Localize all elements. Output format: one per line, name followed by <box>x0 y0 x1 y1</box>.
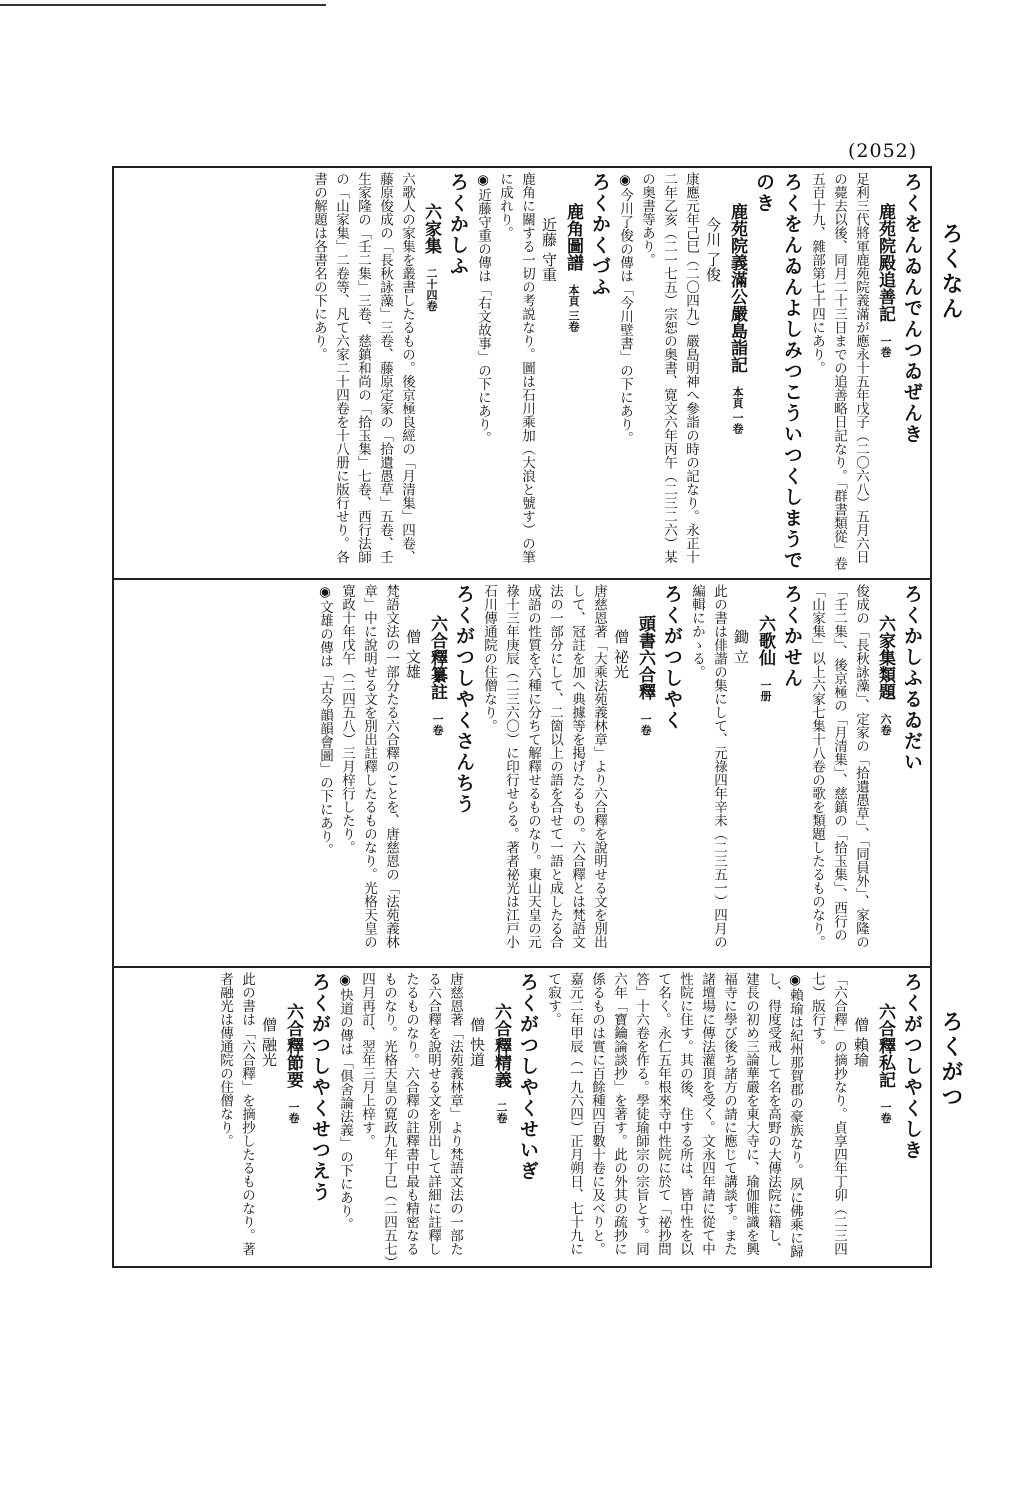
volume-count: 本頁 三卷 <box>567 283 580 332</box>
entry-text: 「六合釋」の摘抄なり。貞享四年丁卯（二三四七）版行す。 <box>809 972 847 1256</box>
entry-text: 俊成の「長秋詠藻」、定家の「拾遺愚草」、「同員外」、家隆の「壬二集」、後京極の「月清集」、慈鎮の「拾玉集」、西行の「山家集」以上六家七集十八卷の歌を類題したるものなり。 <box>809 584 869 949</box>
volume-count: 一巻 <box>879 334 892 357</box>
entry-author: 僧 融光 <box>260 1017 278 1067</box>
volume-count: 本頁 一卷 <box>731 385 744 434</box>
entry-author: 僧 賴瑜 <box>852 1017 870 1067</box>
entry-reading: ろくがつしやくさんちう <box>453 584 475 815</box>
entry-text: 唐慈恩著「法苑義林章」より梵語文法の一部たる六合釋を說明せる文を別出して詳細に註釋したるものなり。六合釋の註釋書中最も精密なるものなり。光格天皇の寛政九年丁巳（二四五七）四月再訂、翌年三月上梓す。 <box>359 972 463 1263</box>
entry-title: 六家集二十四卷 <box>421 202 441 311</box>
band-top <box>118 172 926 572</box>
entry-text: ◉今川了俊の傳は「今川壁書」の下にあり。 <box>617 172 633 445</box>
entry-text: 此の書は俳諧の集にして、元祿四年辛未（二三五一）四月の編輯にかゝる。 <box>689 584 727 949</box>
band-bottom <box>118 972 926 1264</box>
page-number: (2052) <box>848 140 918 162</box>
band-divider-1 <box>112 578 932 580</box>
volume-count: 六卷 <box>879 712 892 735</box>
entry-reading: ろくかしふ <box>447 172 469 277</box>
volume-count: 一卷 <box>431 712 444 735</box>
entry-author: 僧 快道 <box>468 1017 486 1067</box>
entry-title: 六合釋節要一卷 <box>283 1002 303 1123</box>
entry-reading: ろくがつしやくせつえう <box>309 972 331 1203</box>
entry-reading: ろくかくづふ <box>589 172 611 298</box>
entry-reading: ろくがつしやくしき <box>901 972 923 1161</box>
entry-title: 六家集類題六卷 <box>875 614 895 735</box>
entry-reading: ろくかしふるゐだい <box>901 584 923 773</box>
volume-count: 一册 <box>759 678 772 701</box>
volume-count: 一卷 <box>287 1100 300 1123</box>
entry-title: 六合釋私記一卷 <box>875 1002 895 1123</box>
entry-title: 鹿苑院義滿公嚴島詣記本頁 一卷 <box>727 202 747 434</box>
entry-text: 唐慈恩著「大乘法苑義林章」より六合釋を說明せる文を別出して、冠註を加へ典據等を掲げたるもの。六合釋とは梵語文法の一部分にして、二箇以上の語を合せて一語と成したる合成語の性質を六種に分ちて解釋せるものなり。東山天皇の元祿十三年庚辰（二三六〇）に印行せらる。著者祕光は江戸小石川傳通院の住僧なり。 <box>481 584 607 949</box>
entry-reading: ろくをんゐんでんつゐぜんき <box>901 172 923 445</box>
entry-reading: ろくがつしやく <box>661 584 683 731</box>
band-divider-2 <box>112 966 932 968</box>
entry-title: 六合釋精義二卷 <box>491 1002 511 1123</box>
entry-text: 梵語文法の一部分たる六合釋のことを、唐慈恩の「法苑義林章」中に說明せる文を別出註釋したるものなり。光格天皇の寛政十年戊午（二四五八）三月梓行したり。 <box>339 584 399 949</box>
entry-title: 鹿角圖譜本頁 三卷 <box>563 202 583 332</box>
volume-count: 一卷 <box>639 712 652 735</box>
entry-author: 今川 了俊 <box>704 217 722 282</box>
entry-title: 六合釋纂註一卷 <box>427 614 447 735</box>
running-head-top: ろくなん <box>938 222 964 322</box>
entry-reading: ろくがつしやくせいぎ <box>517 972 539 1182</box>
entry-text: 此の書は「六合釋」を摘抄したるものなり。著者融光は傳通院の住僧なり。 <box>217 972 255 1256</box>
entry-text: ◉快道の傳は「俱舍論法義」の下にあり。 <box>337 972 353 1231</box>
entry-text: ◉賴瑜は紀州那賀郡の豪族なり。夙に佛乘に歸し、得度受戒して名を高野の大傳法院に籍し、建長の初め三論華嚴を東大寺に、瑜伽唯識を興福寺に學び後ち諸方の請に應じて講談す。また諸壇場に傳法灌頂を受く。文永四年請に從て中性院に住す。其の後、住する所は、皆中性を以て名く。永仁五年根來寺中性院に於て「祕抄問答」十六卷を作る。學徒瑜師宗の宗旨とす。同六年「寶鑰論談抄」を著す。此の外其の疏抄に係るものは實に百餘種四百數十卷に及べりと。嘉元二年甲辰（一九六四）正月朔日、七十九にて寂す。 <box>545 972 803 1258</box>
entry-reading: ろくをんゐんよしみつこういつくしまうでのき <box>753 172 803 571</box>
running-head-middle: ろくがつ <box>938 1010 964 1110</box>
entry-text: 六歌人の家集を叢書したるもの。後京極良經の「月清集」四卷、藤原俊成の「長秋詠藻」三卷、藤原定家の「拾遺愚草」五卷、壬生家隆の「壬二集」三卷、慈鎮和尚の「拾玉集」七卷、西行法師の「山家集」二卷等、凡て六家二十四卷を十八册に版行せり。各書の解題は各書名の下にあり。 <box>311 172 415 564</box>
volume-count: 二十四卷 <box>425 266 438 311</box>
top-rule <box>0 4 326 6</box>
entry-title: 六歌仙一册 <box>755 614 775 701</box>
entry-text: ◉近藤守重の傳は「右文故事」の下にあり。 <box>475 172 491 445</box>
entry-text: ◉文雄の傳は「古今韻韻會圖」の下にあり。 <box>317 584 333 857</box>
volume-count: 一卷 <box>879 1100 892 1123</box>
entry-author: 鋤 立 <box>732 629 750 664</box>
band-middle <box>118 584 926 960</box>
entry-title: 鹿苑院殿追善記一巻 <box>875 202 895 357</box>
entry-text: 鹿角に關する一切の考説なり。圖は石川乘加（大浪と號す）の筆に成れり。 <box>497 172 535 564</box>
entry-text: 足利三代將軍鹿苑院義滿が應永十五年戊子（二〇六八）五月六日の薨去以後、同月二十三日までの追善略日記なり。「群書類從」卷五百十九、雜部第七十四にあり。 <box>809 172 869 571</box>
entry-reading: ろくかせん <box>781 584 803 689</box>
entry-author: 僧 文雄 <box>404 629 422 679</box>
entry-author: 僧 祕光 <box>612 629 630 679</box>
entry-text: 康應元年己巳（二〇四九）嚴島明神へ參詣の時の記なり。永正十二年乙亥（二一七五）宗恕の奥書、寛文六年丙午（二三二六）某の奥書等あり。 <box>639 172 699 564</box>
volume-count: 二卷 <box>495 1100 508 1123</box>
entry-title: 頭書六合釋一卷 <box>635 614 655 735</box>
entry-author: 近藤 守重 <box>540 217 558 282</box>
